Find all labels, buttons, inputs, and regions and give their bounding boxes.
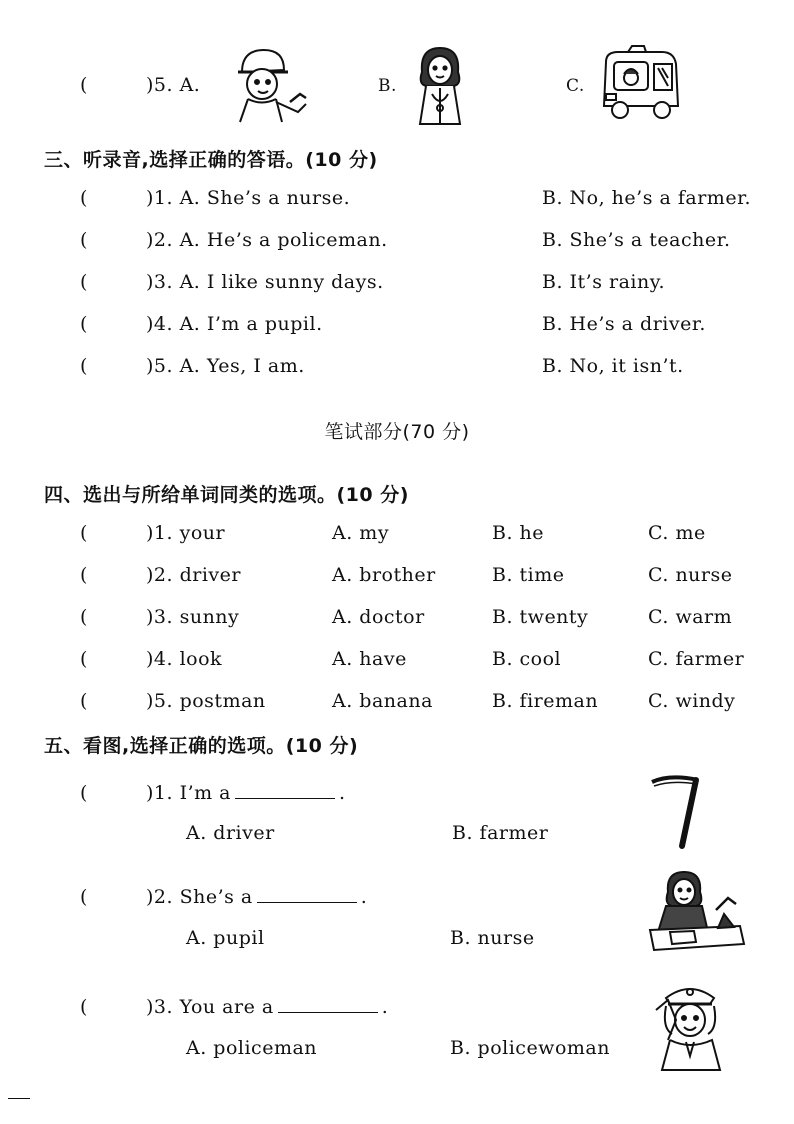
- option-b: B. nurse: [450, 927, 535, 949]
- period: .: [339, 782, 346, 804]
- period: .: [381, 996, 389, 1018]
- question-text: )5. A. Yes, I am.: [146, 355, 305, 377]
- question-label: )5. A.: [146, 74, 201, 96]
- woman-at-desk-icon: [644, 870, 748, 956]
- paren-open: (: [80, 996, 88, 1018]
- paren-open: (: [80, 271, 88, 293]
- option-b: B. It’s rainy.: [542, 271, 665, 293]
- paren-open: (: [80, 229, 88, 251]
- question-word: )3. sunny: [146, 606, 240, 628]
- option-a: A. my: [332, 522, 390, 544]
- bus-driver-icon: [598, 50, 682, 122]
- option-b: B. No, it isn’t.: [542, 355, 684, 377]
- option-b: B. cool: [492, 648, 562, 670]
- paren-open: (: [80, 782, 88, 804]
- option-a: A. have: [332, 648, 407, 670]
- option-b: B. She’s a teacher.: [542, 229, 731, 251]
- paren-open: (: [80, 74, 88, 96]
- question-text: )3. A. I like sunny days.: [146, 271, 384, 293]
- option-a: A. pupil: [186, 927, 265, 949]
- question-text: )1. I’m a: [146, 782, 232, 804]
- doctor-woman-icon: [410, 42, 470, 126]
- option-c: C. me: [648, 522, 706, 544]
- option-a: A. brother: [332, 564, 436, 586]
- saluting-policewoman-icon: [652, 980, 730, 1072]
- question-text: )1. A. She’s a nurse.: [146, 187, 351, 209]
- option-c: C. warm: [648, 606, 733, 628]
- paren-open: (: [80, 564, 88, 586]
- question-text: )3. You are a: [146, 996, 274, 1018]
- option-b: B. policewoman: [450, 1037, 610, 1059]
- option-b: B. He’s a driver.: [542, 313, 706, 335]
- question-line: [146, 996, 388, 1018]
- question-word: )4. look: [146, 648, 223, 670]
- written-part-heading: 笔试部分(70 分): [324, 421, 470, 443]
- paren-open: (: [80, 522, 88, 544]
- option-b: B. he: [492, 522, 545, 544]
- paren-open: (: [80, 886, 88, 908]
- question-text: )2. She’s a: [146, 886, 253, 908]
- question-line: [146, 782, 346, 804]
- paren-open: (: [80, 648, 88, 670]
- answer-blank[interactable]: [235, 798, 335, 799]
- option-b: B. No, he’s a farmer.: [542, 187, 752, 209]
- paren-open: (: [80, 313, 88, 335]
- option-a: A. driver: [186, 822, 275, 844]
- option-b: B. farmer: [452, 822, 549, 844]
- question-word: )5. postman: [146, 690, 266, 712]
- option-a: A. banana: [332, 690, 433, 712]
- paren-open: (: [80, 187, 88, 209]
- section5-title: 五、看图,选择正确的选项。(10 分): [44, 735, 359, 757]
- question-word: )2. driver: [146, 564, 241, 586]
- option-b: B. time: [492, 564, 565, 586]
- paren-open: (: [80, 690, 88, 712]
- question-word: )1. your: [146, 522, 226, 544]
- option-c: C. nurse: [648, 564, 733, 586]
- option-b: B. twenty: [492, 606, 589, 628]
- period: .: [360, 886, 368, 908]
- option-a: A. policeman: [186, 1037, 318, 1059]
- sickle-icon: [648, 772, 708, 850]
- worker-boy-icon: [220, 42, 312, 124]
- answer-blank[interactable]: [278, 1012, 378, 1013]
- page-edge-mark: [8, 1098, 30, 1099]
- section3-title: 三、听录音,选择正确的答语。(10 分): [44, 149, 378, 171]
- question-text: )2. A. He’s a policeman.: [146, 229, 388, 251]
- option-c: C. windy: [648, 690, 736, 712]
- option-c-label: C.: [566, 76, 585, 96]
- option-b: B. fireman: [492, 690, 599, 712]
- section4-title: 四、选出与所给单词同类的选项。(10 分): [44, 484, 409, 506]
- paren-open: (: [80, 606, 88, 628]
- answer-blank[interactable]: [257, 902, 357, 903]
- question-text: )4. A. I’m a pupil.: [146, 313, 323, 335]
- option-c: C. farmer: [648, 648, 745, 670]
- option-b-label: B.: [378, 76, 397, 96]
- question-line: [146, 886, 367, 908]
- option-a: A. doctor: [332, 606, 425, 628]
- paren-open: (: [80, 355, 88, 377]
